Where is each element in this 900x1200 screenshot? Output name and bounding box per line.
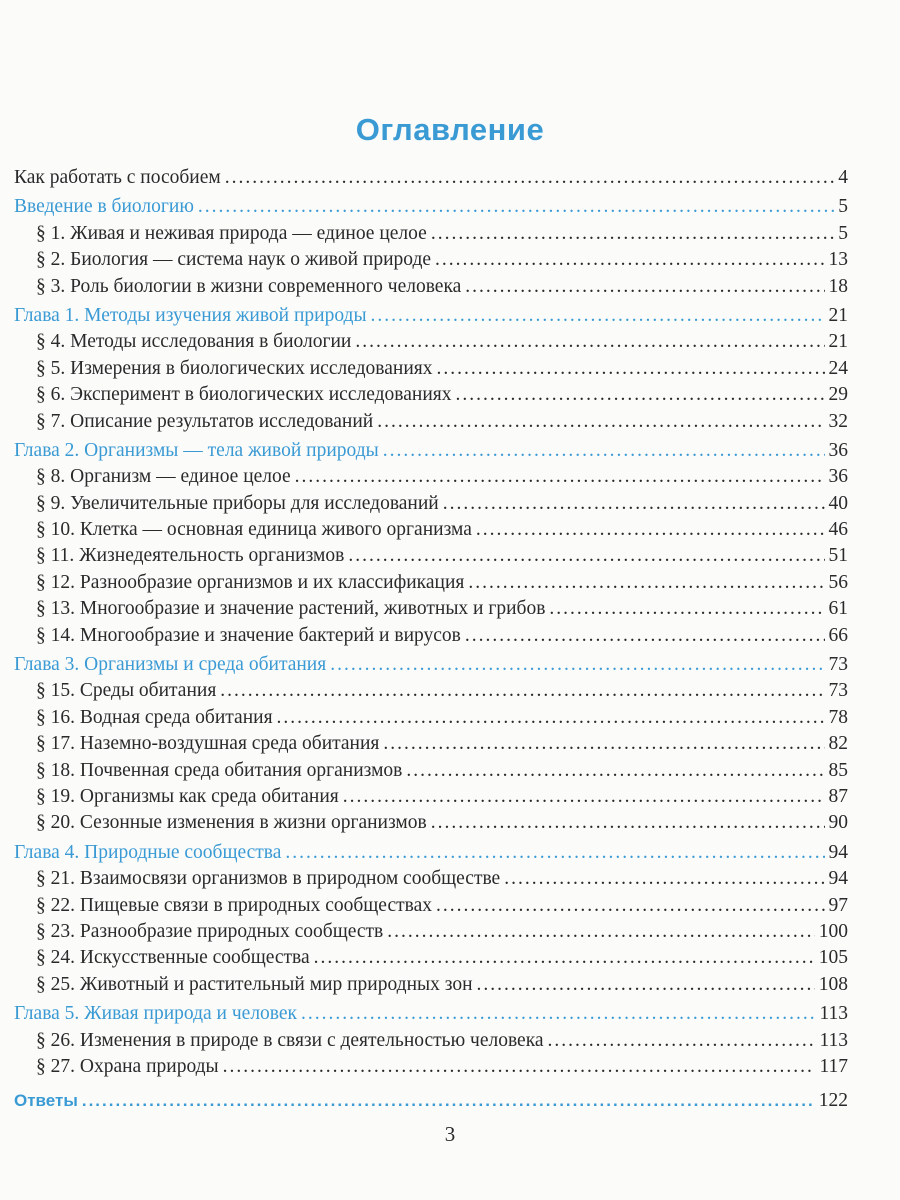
toc-entry-title: § 20. Сезонные изменения в жизни организмов xyxy=(36,812,427,834)
toc-entry-title: § 27. Охрана природы xyxy=(36,1055,219,1077)
dot-leader xyxy=(277,707,825,729)
toc-section-entry[interactable] xyxy=(14,760,848,786)
toc-section-entry[interactable] xyxy=(14,680,848,706)
dot-leader xyxy=(431,223,834,245)
toc-section-entry[interactable] xyxy=(14,519,848,545)
toc-section-entry[interactable] xyxy=(14,733,848,759)
toc-entry[interactable] xyxy=(14,167,848,193)
table-of-contents xyxy=(14,167,848,1117)
toc-entry-page: 56 xyxy=(828,571,848,593)
dot-leader xyxy=(383,733,824,755)
toc-section-entry[interactable] xyxy=(14,1056,848,1082)
toc-entry-title: § 26. Изменения в природе в связи с деятельностью человека xyxy=(36,1029,544,1051)
dot-leader xyxy=(476,519,825,541)
toc-entry-title: § 18. Почвенная среда обитания организмов xyxy=(36,759,403,781)
dot-leader xyxy=(355,331,824,353)
toc-entry-page: 113 xyxy=(819,1029,848,1051)
toc-entry-page: 113 xyxy=(819,1003,848,1025)
toc-section-entry[interactable] xyxy=(14,868,848,894)
toc-entry-title: § 13. Многообразие и значение растений, животных и грибов xyxy=(36,598,546,620)
toc-chapter-entry[interactable] xyxy=(14,654,848,680)
toc-entry-page: 5 xyxy=(838,196,848,218)
toc-section-entry[interactable] xyxy=(14,276,848,302)
toc-entry-title: § 19. Организмы как среда обитания xyxy=(36,785,339,807)
page-number: 3 xyxy=(444,1122,456,1146)
toc-entry-title: § 1. Живая и неживая природа — единое целое xyxy=(36,222,427,244)
toc-section-entry[interactable] xyxy=(14,598,848,624)
dot-leader xyxy=(285,842,824,864)
dot-leader xyxy=(465,276,824,298)
toc-entry-title: § 22. Пищевые связи в природных сообществах xyxy=(36,894,432,916)
dot-leader xyxy=(477,974,815,996)
toc-entry-title: Глава 2. Организмы — тела живой природы xyxy=(14,439,379,461)
toc-entry-page: 51 xyxy=(828,545,848,567)
toc-entry-title: § 8. Организм — единое целое xyxy=(36,466,291,488)
toc-entry-page: 90 xyxy=(828,812,848,834)
toc-entry-title: Глава 4. Природные сообщества xyxy=(14,841,282,863)
toc-entry-page: 40 xyxy=(828,492,848,514)
toc-entry-page: 94 xyxy=(828,868,848,890)
toc-entry-page: 94 xyxy=(828,841,848,863)
toc-section-entry[interactable] xyxy=(14,466,848,492)
toc-entry-page: 24 xyxy=(828,357,848,379)
dot-leader xyxy=(223,1056,816,1078)
toc-section-entry[interactable] xyxy=(14,358,848,384)
dot-leader xyxy=(435,249,824,271)
toc-section-entry[interactable] xyxy=(14,493,848,519)
dot-leader xyxy=(436,895,825,917)
toc-section-entry[interactable] xyxy=(14,249,848,275)
dot-leader xyxy=(314,947,815,969)
toc-entry-page: 21 xyxy=(828,331,848,353)
toc-entry-title: § 23. Разнообразие природных сообществ xyxy=(36,920,384,942)
toc-entry-title: § 25. Животный и растительный мир природных зон xyxy=(36,973,473,995)
toc-entry-page: 32 xyxy=(828,410,848,432)
toc-entry-page: 36 xyxy=(828,439,848,461)
toc-entry-title: § 15. Среды обитания xyxy=(36,680,217,702)
toc-entry-page: 61 xyxy=(828,598,848,620)
dot-leader xyxy=(343,786,825,808)
toc-chapter-entry[interactable] xyxy=(14,440,848,466)
dot-leader xyxy=(371,305,825,327)
toc-chapter-entry[interactable] xyxy=(14,842,848,868)
toc-entry-page: 66 xyxy=(828,624,848,646)
toc-entry-page: 73 xyxy=(828,680,848,702)
toc-entry-title: § 2. Биология — система наук о живой природе xyxy=(36,249,432,271)
dot-leader xyxy=(406,760,824,782)
toc-entry-page: 21 xyxy=(828,304,848,326)
toc-entry-page: 97 xyxy=(828,894,848,916)
toc-chapter-entry[interactable] xyxy=(14,1003,848,1029)
dot-leader xyxy=(198,196,834,218)
toc-entry-title: § 17. Наземно-воздушная среда обитания xyxy=(36,733,380,755)
dot-leader xyxy=(504,868,824,890)
toc-section-entry[interactable] xyxy=(14,812,848,838)
toc-entry-title: § 7. Описание результатов исследований xyxy=(36,410,374,432)
dot-leader xyxy=(549,598,824,620)
toc-entry-page: 100 xyxy=(818,920,848,942)
toc-section-entry[interactable] xyxy=(14,921,848,947)
dot-leader xyxy=(295,466,825,488)
dot-leader xyxy=(383,440,825,462)
toc-chapter-entry[interactable] xyxy=(14,196,848,222)
toc-entry-page: 4 xyxy=(838,167,848,188)
toc-entry-page: 122 xyxy=(818,1090,848,1112)
toc-chapter-entry[interactable] xyxy=(14,305,848,331)
dot-leader xyxy=(548,1030,816,1052)
toc-section-entry[interactable] xyxy=(14,545,848,571)
toc-entry-title: § 12. Разнообразие организмов и их классификация xyxy=(36,571,465,593)
toc-entry-page: 29 xyxy=(828,384,848,406)
dot-leader xyxy=(225,167,835,189)
dot-leader xyxy=(455,384,824,406)
toc-section-entry[interactable] xyxy=(14,411,848,437)
toc-entry-title: § 14. Многообразие и значение бактерий и вирусов xyxy=(36,624,461,646)
toc-chapter-entry[interactable] xyxy=(14,1090,848,1116)
toc-section-entry[interactable] xyxy=(14,331,848,357)
toc-entry-page: 87 xyxy=(828,785,848,807)
toc-entry-title: § 10. Клетка — основная единица живого организма xyxy=(36,519,472,541)
toc-entry-title: § 24. Искусственные сообщества xyxy=(36,947,310,969)
dot-leader xyxy=(301,1003,815,1025)
dot-leader xyxy=(443,493,825,515)
toc-entry-page: 85 xyxy=(828,759,848,781)
toc-section-entry[interactable] xyxy=(14,1030,848,1056)
toc-entry-title: § 21. Взаимосвязи организмов в природном сообществе xyxy=(36,868,501,890)
toc-entry-page: 36 xyxy=(828,466,848,488)
toc-section-entry[interactable] xyxy=(14,895,848,921)
toc-entry-title: § 4. Методы исследования в биологии xyxy=(36,331,352,353)
dot-leader xyxy=(387,921,814,943)
toc-section-entry[interactable] xyxy=(14,786,848,812)
toc-entry-page: 18 xyxy=(828,275,848,297)
toc-entry-title: Глава 1. Методы изучения живой природы xyxy=(14,304,367,326)
toc-entry-title: Ответы xyxy=(14,1091,78,1111)
toc-section-entry[interactable] xyxy=(14,223,848,249)
toc-entry-page: 5 xyxy=(838,222,848,244)
toc-entry-page: 117 xyxy=(819,1055,848,1077)
toc-section-entry[interactable] xyxy=(14,974,848,1000)
toc-entry-title: Введение в биологию xyxy=(14,196,194,218)
toc-entry-title: Глава 3. Организмы и среда обитания xyxy=(14,654,327,676)
toc-entry-page: 46 xyxy=(828,519,848,541)
toc-section-entry[interactable] xyxy=(14,384,848,410)
dot-leader xyxy=(220,680,824,702)
toc-entry-page: 13 xyxy=(828,249,848,271)
dot-leader xyxy=(431,812,825,834)
toc-entry-title: Глава 5. Живая природа и человек xyxy=(14,1003,298,1025)
dot-leader xyxy=(330,654,824,676)
dot-leader xyxy=(82,1091,815,1111)
dot-leader xyxy=(348,545,824,567)
toc-section-entry[interactable] xyxy=(14,947,848,973)
dot-leader xyxy=(468,572,824,594)
toc-entry-page: 108 xyxy=(818,973,848,995)
toc-entry-page: 82 xyxy=(828,733,848,755)
toc-entry-page: 73 xyxy=(828,654,848,676)
dot-leader xyxy=(436,358,824,380)
toc-entry-title: § 5. Измерения в биологических исследованиях xyxy=(36,357,433,379)
toc-entry-title: § 11. Жизнедеятельность организмов xyxy=(36,545,345,567)
toc-section-entry[interactable] xyxy=(14,572,848,598)
dot-leader xyxy=(377,411,824,433)
toc-entry-page: 78 xyxy=(828,706,848,728)
toc-entry-page: 105 xyxy=(818,947,848,969)
page-title: Оглавление xyxy=(355,112,545,147)
toc-entry-title: § 3. Роль биологии в жизни современного человека xyxy=(36,275,462,297)
toc-entry-title: § 16. Водная среда обитания xyxy=(36,706,273,728)
dot-leader xyxy=(465,625,825,647)
toc-entry-title: Как работать с пособием xyxy=(14,167,221,188)
toc-section-entry[interactable] xyxy=(14,707,848,733)
toc-entry-title: § 9. Увеличительные приборы для исследований xyxy=(36,492,439,514)
toc-entry-title: § 6. Эксперимент в биологических исследованиях xyxy=(36,384,452,406)
toc-section-entry[interactable] xyxy=(14,625,848,651)
